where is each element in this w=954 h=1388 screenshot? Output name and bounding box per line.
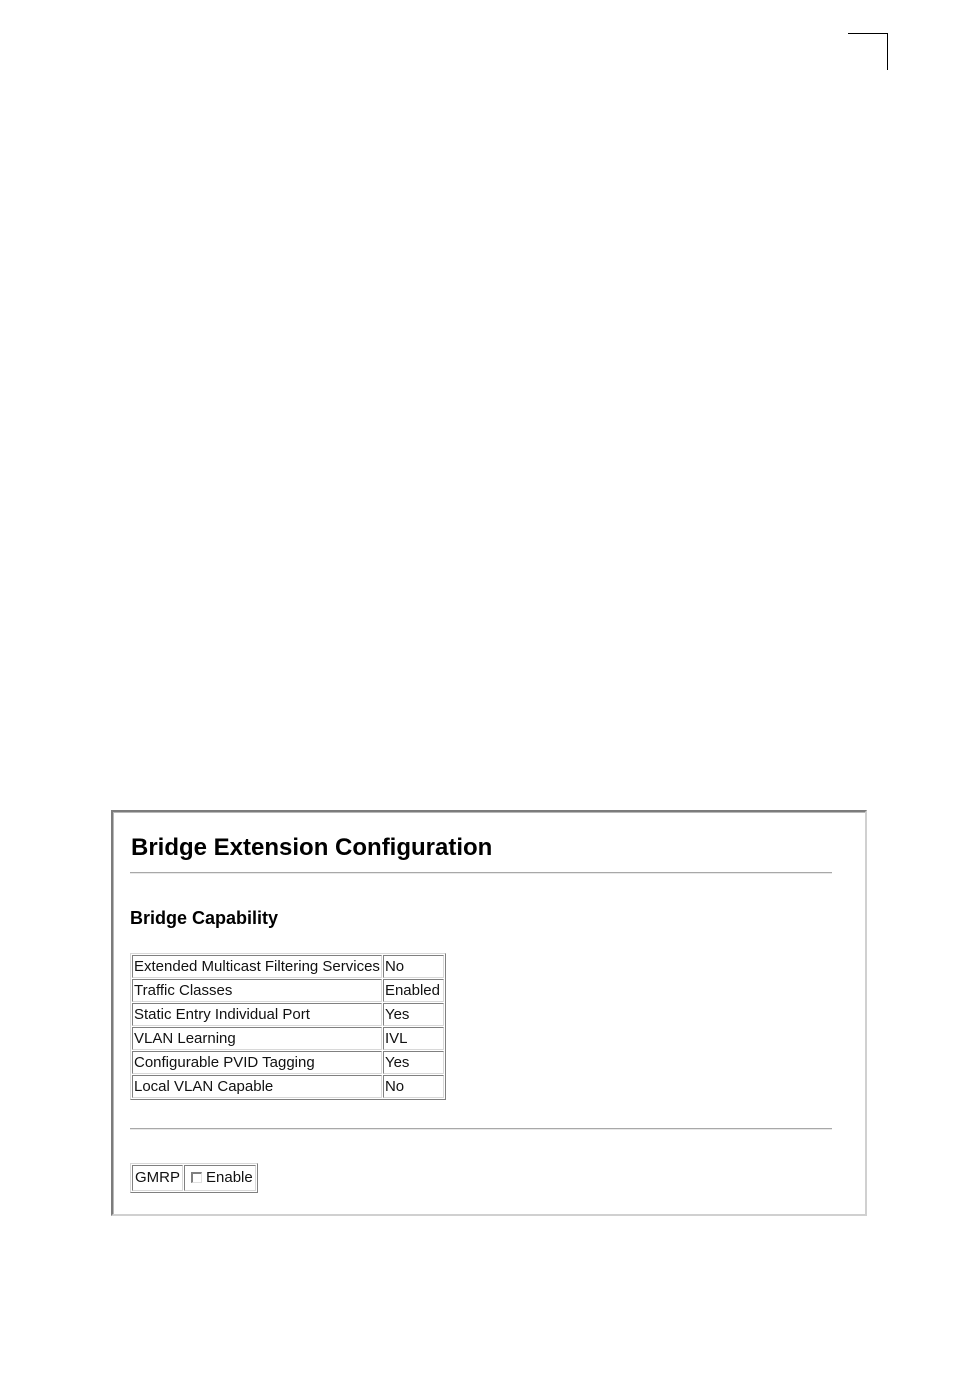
table-row <box>132 979 444 1002</box>
capability-value: No <box>383 1075 444 1098</box>
capability-value: No <box>383 955 444 978</box>
table-row <box>132 1003 444 1026</box>
gmrp-label: GMRP <box>132 1165 183 1191</box>
section-divider <box>130 1128 832 1130</box>
capability-label: Configurable PVID Tagging <box>132 1051 382 1074</box>
gmrp-table <box>130 1163 258 1193</box>
capability-value: Enabled <box>383 979 444 1002</box>
section-title-bridge-capability: Bridge Capability <box>130 908 279 928</box>
screenshot-frame <box>111 810 867 1216</box>
capability-label: VLAN Learning <box>132 1027 382 1050</box>
gmrp-enable-cell <box>184 1165 256 1191</box>
table-row <box>132 1027 444 1050</box>
capability-value: IVL <box>383 1027 444 1050</box>
crop-mark-vertical <box>887 33 888 70</box>
crop-mark-horizontal <box>848 33 888 34</box>
table-row <box>132 1051 444 1074</box>
bridge-capability-table <box>130 953 446 1100</box>
title-divider <box>130 872 832 874</box>
web-page <box>113 812 865 1214</box>
table-row <box>132 1075 444 1098</box>
gmrp-enable-label[interactable]: Enable <box>206 1169 253 1186</box>
capability-label: Traffic Classes <box>132 979 382 1002</box>
capability-label: Local VLAN Capable <box>132 1075 382 1098</box>
capability-label: Static Entry Individual Port <box>132 1003 382 1026</box>
table-row <box>132 1165 256 1191</box>
gmrp-enable-checkbox[interactable] <box>191 1172 202 1183</box>
table-row <box>132 955 444 978</box>
capability-value: Yes <box>383 1003 444 1026</box>
capability-label: Extended Multicast Filtering Services <box>132 955 382 978</box>
page-title: Bridge Extension Configuration <box>131 834 493 861</box>
capability-value: Yes <box>383 1051 444 1074</box>
